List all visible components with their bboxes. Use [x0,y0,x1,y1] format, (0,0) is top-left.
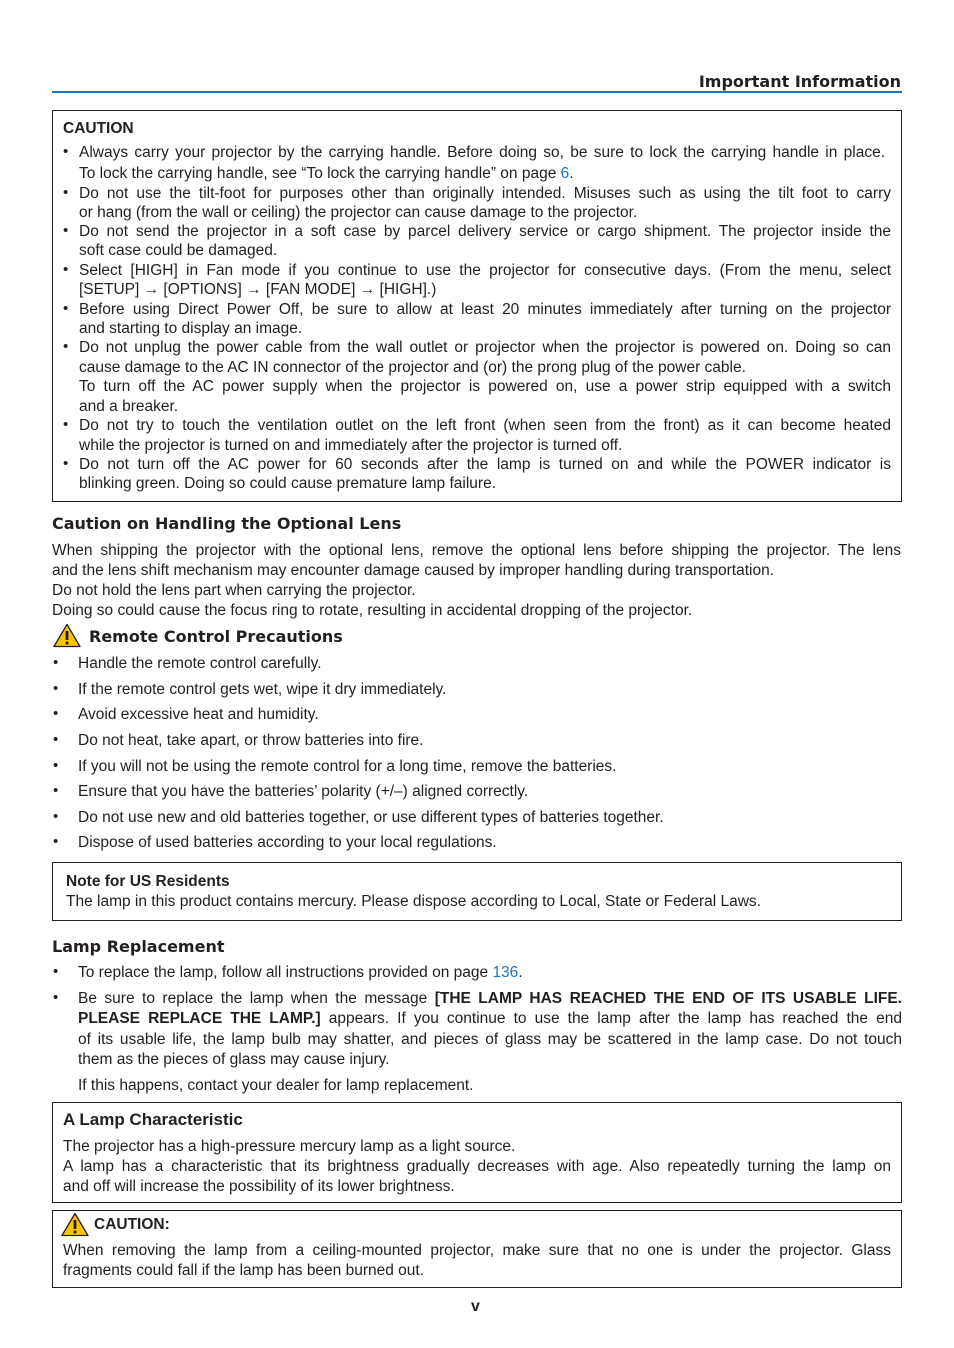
us-note-text: The lamp in this product contains mercury. Please dispose according to Local, State or Federal Laws. [66,893,761,910]
caution-line: Do not use the tilt-foot for purposes other than originally intended. Misuses such as using the tilt foot to carry [79,185,891,202]
body-line: Do not hold the lens part when carrying the projector. [52,582,416,599]
caution-line: Do not unplug the power cable from the wall outlet or projector when the projector is powered on. Doing so can [79,339,891,356]
bullet: • [53,963,59,980]
lamp-item-text: Be sure to replace the lamp when the message [78,990,428,1007]
caution-line: Do not try to touch the ventilation outlet on the left front (when seen from the front) as it can become heated [79,417,891,434]
caution-line: and starting to display an image. [79,320,303,337]
caution2-line: When removing the lamp from a ceiling-mounted projector, make sure that no one is under the projector. Glass [63,1242,891,1259]
remote-item: Avoid excessive heat and humidity. [78,706,319,723]
caution-line: Before using Direct Power Off, be sure to allow at least 20 minutes immediately after turning on the projector [79,301,891,318]
header-rule [52,91,902,93]
section-heading-optional-lens: Caution on Handling the Optional Lens [52,514,402,533]
lamp-characteristic-line: The projector has a high-pressure mercury lamp as a light source. [63,1138,516,1155]
bullet: • [63,300,69,317]
bullet: • [53,757,59,774]
caution-line: while the projector is turned on and immediately after the projector is turned off. [79,437,623,454]
bullet: • [63,143,69,160]
caution-line: Do not turn off the AC power for 60 seconds after the lamp is turned on and while the POWER indicator is [79,456,891,473]
bullet: • [53,731,59,748]
remote-item: Do not use new and old batteries together, or use different types of batteries together. [78,809,664,826]
lamp-item-text: appears. If you continue to use the lamp after the lamp has reached the end [328,1010,902,1027]
caution-box-title: CAUTION [63,120,134,137]
caution-line: Select [HIGH] in Fan mode if you continue to use the projector for consecutive days. (From the menu, select [79,262,891,279]
bullet: • [63,261,69,278]
period: . [569,165,574,182]
caution-box [52,110,902,502]
lamp-characteristic-box [52,1102,902,1203]
lamp-item-line [78,1009,902,1028]
bullet: • [63,338,69,355]
section-heading-remote: Remote Control Precautions [89,627,343,646]
lamp-characteristic-line: and off will increase the possibility of its lower brightness. [63,1178,455,1195]
lamp-message-cont: PLEASE REPLACE THE LAMP.] [78,1010,321,1027]
bullet: • [63,455,69,472]
bullet: • [53,705,59,722]
lamp-characteristic-title: A Lamp Characteristic [63,1110,243,1129]
us-note-box [52,862,902,921]
lamp-item-line: them as the pieces of glass may cause injury. [78,1051,390,1068]
remote-item: Ensure that you have the batteries’ polarity (+/–) aligned correctly. [78,783,529,800]
body-line: Doing so could cause the focus ring to rotate, resulting in accidental dropping of the projector. [52,602,693,619]
caution-line-text: To lock the carrying handle, see “To lock the carrying handle” on page [79,165,557,182]
lamp-item-line [78,989,902,1008]
bullet: • [53,782,59,799]
page-link-6[interactable]: 6 [560,165,570,182]
caution-line: Always carry your projector by the carrying handle. Before doing so, be sure to lock the carrying handle in place. [79,144,885,161]
remote-item: Handle the remote control carefully. [78,655,322,672]
lamp-item [78,963,523,982]
lamp-item-line: of its usable life, the lamp bulb may shatter, and pieces of glass may be scattered in the lamp case. Do not touch [78,1031,902,1048]
caution-line: To turn off the AC power supply when the projector is powered on, use a power strip equipped with a switch [79,378,891,395]
remote-item: Do not heat, take apart, or throw batteries into fire. [78,732,424,749]
caution2-box [52,1210,902,1288]
caution-line: cause damage to the AC IN connector of the projector and (or) the prong plug of the power cable. [79,359,746,376]
us-note-title: Note for US Residents [66,873,230,890]
caution2-title: CAUTION: [94,1216,170,1233]
warning-icon [53,623,81,648]
lamp-item-line: If this happens, contact your dealer for lamp replacement. [78,1077,474,1094]
body-line: and the lens shift mechanism may encounter damage caused by improper handling during transportation. [52,562,775,579]
section-heading-lamp-replacement: Lamp Replacement [52,937,225,956]
period: . [518,964,523,981]
bullet: • [53,989,59,1006]
bullet: • [53,808,59,825]
lamp-item-text: To replace the lamp, follow all instructions provided on page [78,964,489,981]
caution2-line: fragments could fall if the lamp has been burned out. [63,1262,425,1279]
bullet: • [53,654,59,671]
bullet: • [63,184,69,201]
lamp-message: [THE LAMP HAS REACHED THE END OF ITS USABLE LIFE. [434,990,902,1007]
page-link-136[interactable]: 136 [492,964,519,981]
caution-line: Do not send the projector in a soft case by parcel delivery service or cargo shipment. The projector inside the [79,223,891,240]
caution-line [79,164,574,183]
page-header-title: Important Information [698,72,901,91]
caution-line: or hang (from the wall or ceiling) the projector can cause damage to the projector. [79,204,638,221]
caution-line: soft case could be damaged. [79,242,278,259]
caution-line: [SETUP] → [OPTIONS] → [FAN MODE] → [HIGH].) [79,281,437,298]
remote-item: If the remote control gets wet, wipe it dry immediately. [78,681,447,698]
warning-icon [61,1212,89,1237]
lamp-characteristic-line: A lamp has a characteristic that its brightness gradually decreases with age. Also repeatedly turning the lamp on [63,1158,891,1175]
bullet: • [53,833,59,850]
remote-item: Dispose of used batteries according to your local regulations. [78,834,497,851]
bullet: • [53,680,59,697]
remote-item: If you will not be using the remote control for a long time, remove the batteries. [78,758,617,775]
page-number: v [471,1298,480,1315]
bullet: • [63,222,69,239]
caution-line: blinking green. Doing so could cause premature lamp failure. [79,475,497,492]
body-line: When shipping the projector with the optional lens, remove the optional lens before shipping the projector. The lens [52,542,901,559]
caution-line: and a breaker. [79,398,179,415]
bullet: • [63,416,69,433]
